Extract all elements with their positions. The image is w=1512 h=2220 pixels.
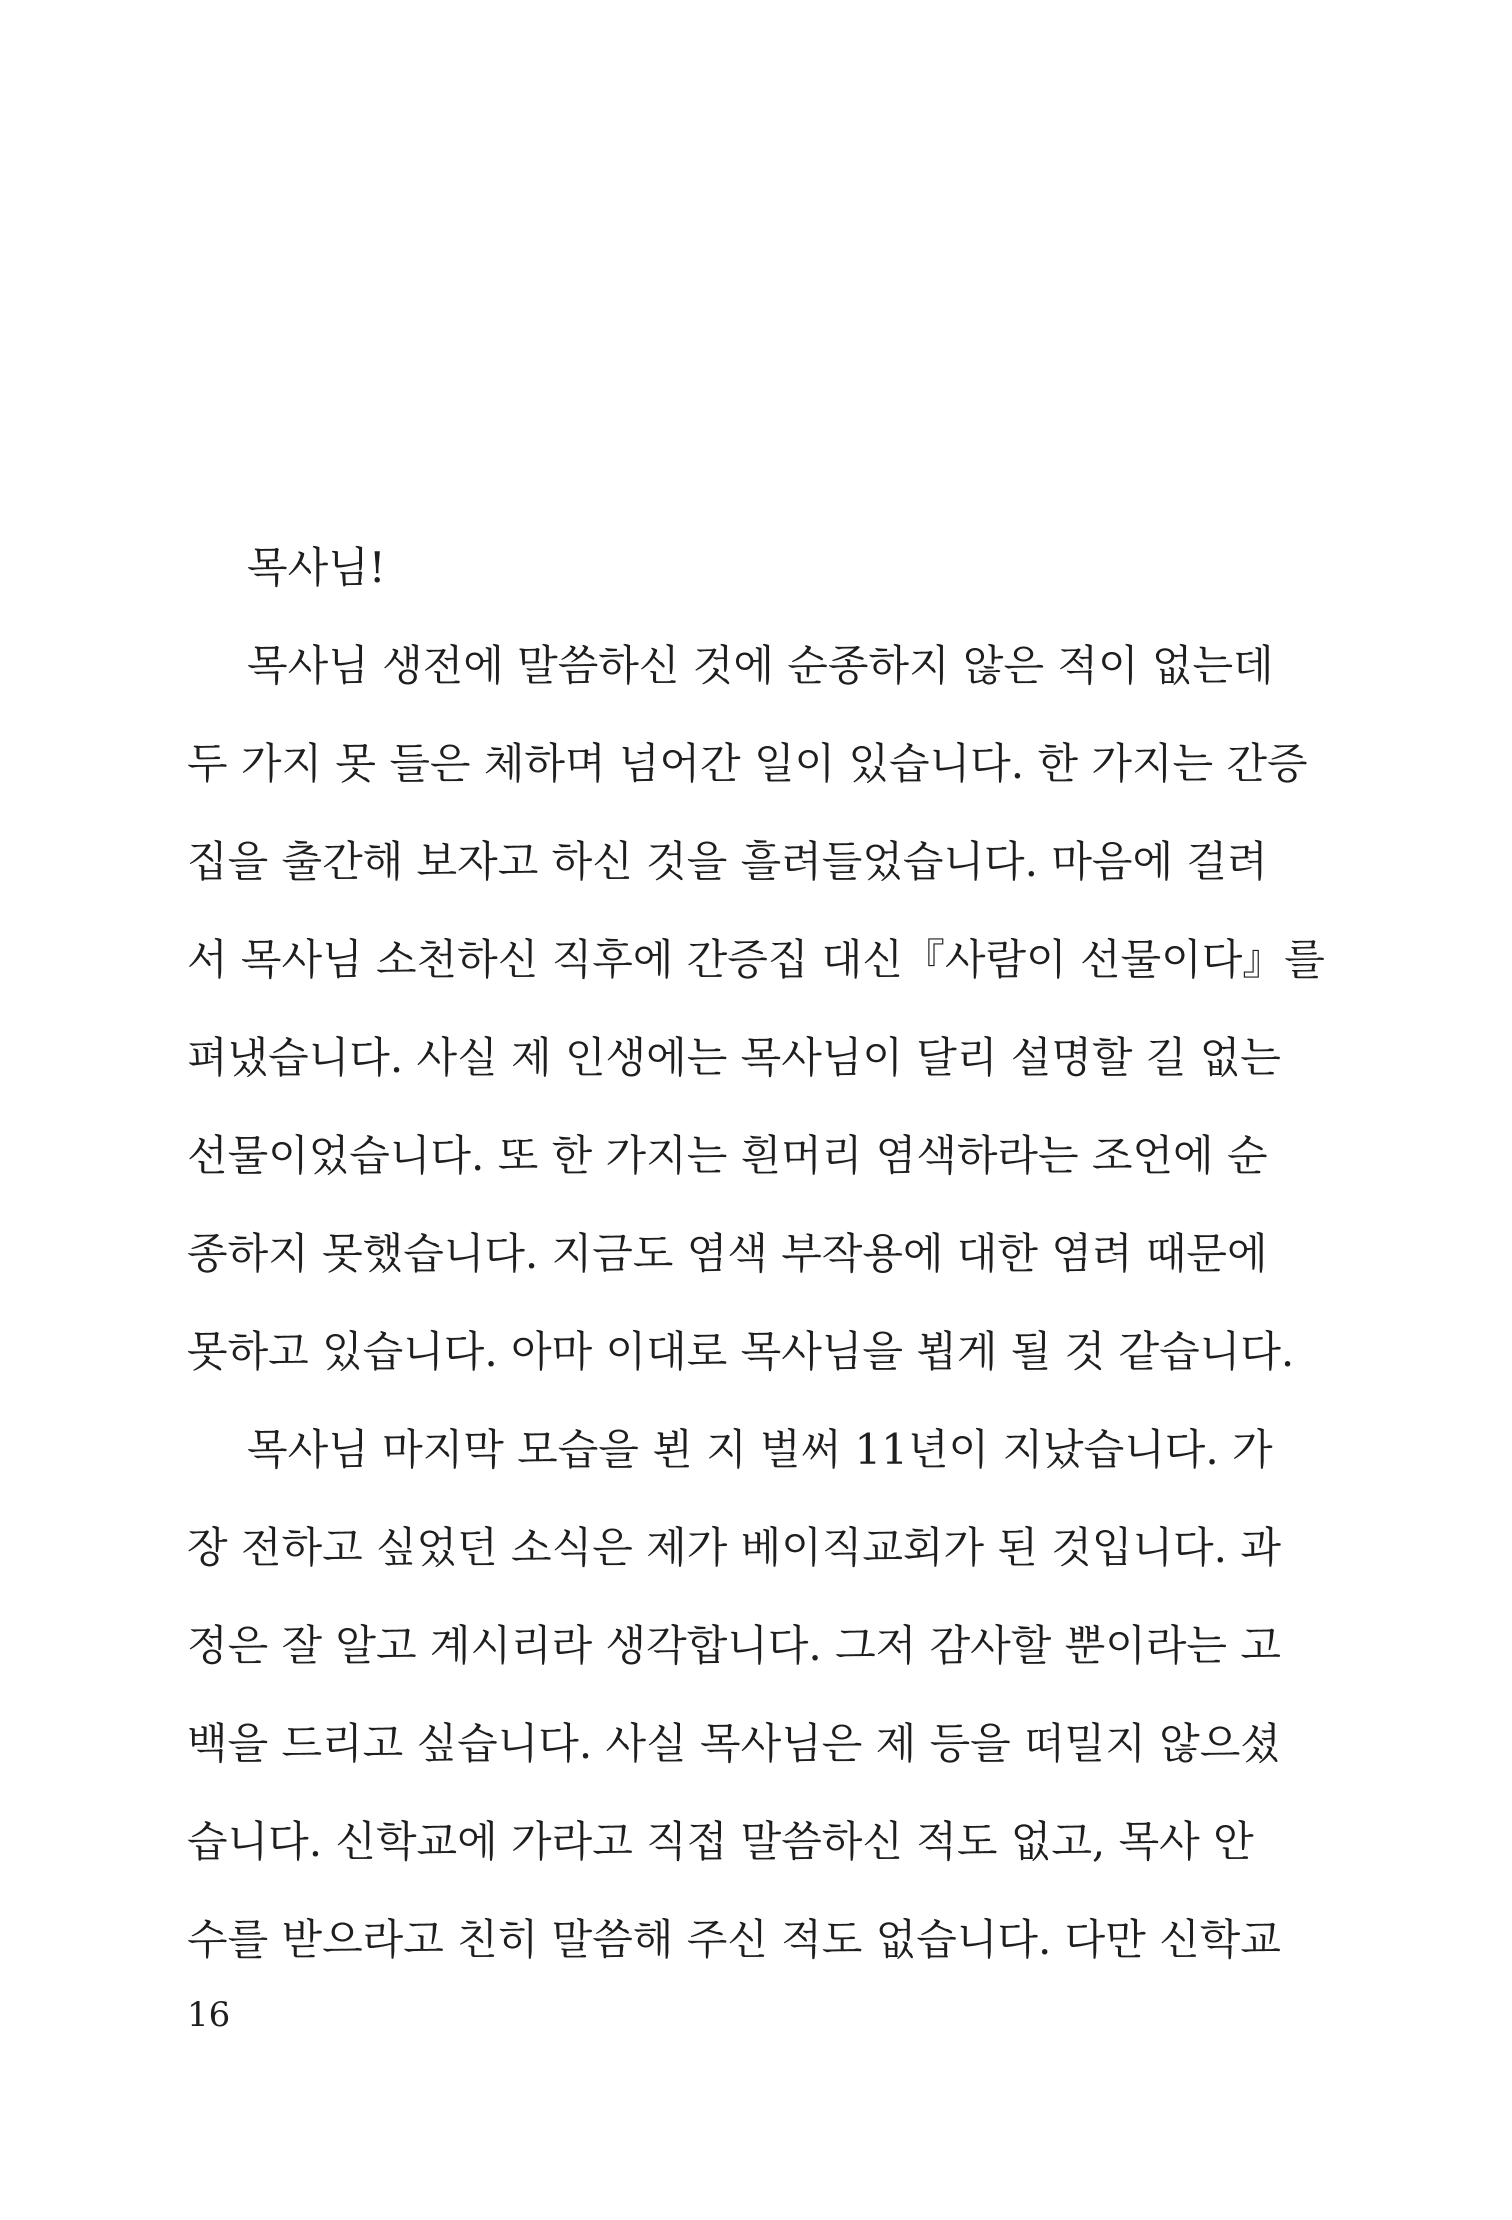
text-line-salutation: 목사님! — [247, 543, 386, 592]
text-line: 펴냈습니다. 사실 제 인생에는 목사님이 달리 설명할 길 없는 — [187, 1033, 1281, 1082]
page-number: 16 — [187, 1995, 231, 2035]
text-line: 습니다. 신학교에 가라고 직접 말씀하신 적도 없고, 목사 안 — [187, 1817, 1254, 1866]
text-line: 두 가지 못 들은 체하며 넘어간 일이 있습니다. 한 가지는 간증 — [187, 739, 1308, 788]
text-line: 못하고 있습니다. 아마 이대로 목사님을 뵙게 될 것 같습니다. — [187, 1327, 1295, 1376]
text-line: 수를 받으라고 친히 말씀해 주신 적도 없습니다. 다만 신학교 — [187, 1915, 1281, 1964]
text-line: 목사님 마지막 모습을 뵌 지 벌써 11년이 지났습니다. 가 — [247, 1425, 1273, 1474]
text-line: 선물이었습니다. 또 한 가지는 흰머리 염색하라는 조언에 순 — [187, 1131, 1268, 1180]
text-line: 종하지 못했습니다. 지금도 염색 부작용에 대한 염려 때문에 — [187, 1229, 1268, 1278]
text-line: 목사님 생전에 말씀하신 것에 순종하지 않은 적이 없는데 — [247, 641, 1274, 690]
text-line: 집을 출간해 보자고 하신 것을 흘려들었습니다. 마음에 걸려 — [187, 837, 1268, 886]
text-line: 백을 드리고 싶습니다. 사실 목사님은 제 등을 떠밀지 않으셨 — [187, 1719, 1281, 1768]
text-line: 정은 잘 알고 계시리라 생각합니다. 그저 감사할 뿐이라는 고 — [187, 1621, 1281, 1670]
text-line: 서 목사님 소천하신 직후에 간증집 대신『사람이 선물이다』를 — [187, 935, 1325, 984]
text-line: 장 전하고 싶었던 소식은 제가 베이직교회가 된 것입니다. 과 — [187, 1523, 1281, 1572]
